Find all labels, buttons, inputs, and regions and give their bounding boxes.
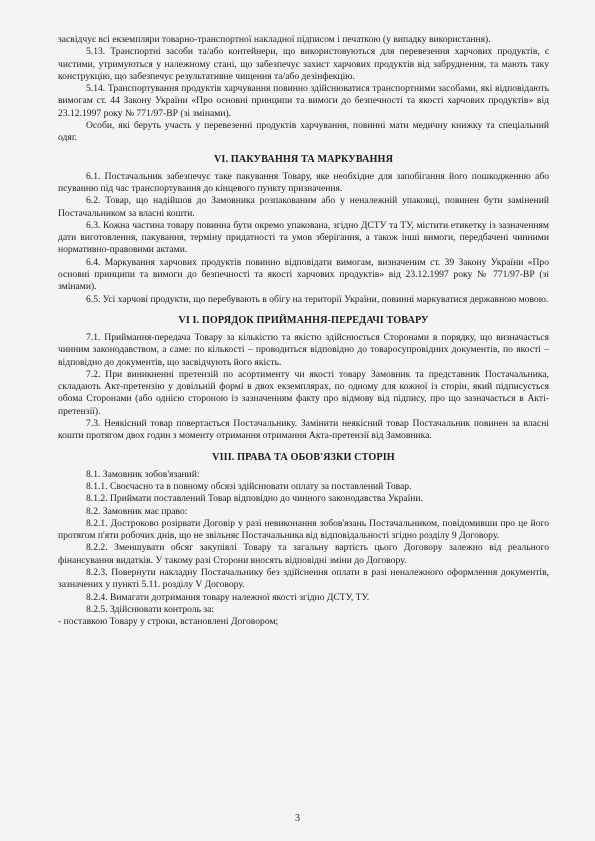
clause-5-13: 5.13. Транспортні засоби та/або контейнери, що використовуються для перевезення харчових продуктів, є чистими, утримуються у належному стані, що забезпечує захист харчових продуктів від забруднення, та мають таку конструкцію, що забезпечує результативне чищення та/або дезінфекцію. [58,46,549,82]
section-heading-6: VI. ПАКУВАННЯ ТА МАРКУВАННЯ [213,153,394,165]
clause-7-1: 7.1. Приймання-передача Товару за кількістю та якістю здійснюється Сторонами в порядку, що визначається чинним законодавством, а саме: по кількості – проводиться відповідно до товаросупровідних документів, по якості – відповідно до документів, що засвідчують його якість. [58,331,549,368]
clause-6-4: 6.4. Маркування харчових продуктів повинно відповідати вимогам, визначеним ст. 39 Закону України «Про основні принципи та вимоги до безпечності та якості харчових продуктів» від 23.12.1997 року № 771/97-ВР (зі змінами). [58,256,549,293]
section-heading-8: VIII. ПРАВА ТА ОБОВ'ЯЗКИ СТОРІН [212,451,395,463]
clause-6-3: 6.3. Кожна частина товару повинна бути окремо упакована, згідно ДСТУ та ТУ, містити етикетку із зазначенням дати виготовлення, пакування, терміну придатності та умов зберігання, а також інші вимоги, передбачені чинними нормативно-правовими актами. [58,219,549,256]
clause-8-2-5: 8.2.5. Здійснювати контроль за: [86,603,215,615]
clause-persons: Особи, які беруть участь у перевезенні продуктів харчування, повинні мати медичну книжку та спеціальний одяг. [58,120,549,144]
clause-8-2-4: 8.2.4. Вимагати дотримання товару належної якості згідно ДСТУ, ТУ. [86,591,370,603]
clause-8-1-2: 8.1.2. Приймати поставлений Товар відповідно до чинного законодавства України. [86,493,423,505]
clause-7-2: 7.2. При виникненні претензій по асортименту чи якості товару Замовник та представник Постачальника, складають Акт-претензію у довільній формі в двох екземплярах, по одному для кожної із сторін, який підписується обома Сторонами (або однією стороною із зазначенням факту про відмову від підпису, про що зазначається в Акті-претензії). [58,368,549,417]
clause-8-2-3: 8.2.3. Повернути накладну Постачальнику без здійснення оплати в разі неналежного оформлення документів, зазначених у пункті 5.11. розділу V Договору. [58,566,549,591]
section-heading-7: VI І. ПОРЯДОК ПРИЙМАННЯ-ПЕРЕДАЧІ ТОВАРУ [178,314,429,326]
clause-7-3: 7.3. Неякісний товар повертається Постачальнику. Замінити неякісний товар Постачальник повинен за власні кошти протягом двох годин з моменту отримання отримання Акта-претензії від Замовника. [58,418,549,442]
clause-6-2: 6.2. Товар, що надійшов до Замовника розпакованим або у неналежній упаковці, повинен бути замінений Постачальником за власні кошти. [58,195,549,219]
paragraph-continuation: засвідчує всі екземпляри товарно-транспортної накладної підписом і печаткою (у випадку використання). [58,34,491,45]
clause-8-2-2: 8.2.2. Зменшувати обсяг закупівлі Товару та загальну вартість цього Договору залежно від реального фінансування видатків. У такому разі Сторони вносять відповідні зміни до Договору. [58,542,549,566]
clause-5-14: 5.14. Транспортування продуктів харчування повинно здійснюватися транспортними засобами, які відповідають вимогам ст. 44 Закону України «Про основні принципи та вимоги до безпечності та якості харчових продуктів» від 23.12.1997 року № 771/97-ВР (зі змінами). [58,83,549,119]
clause-6-1: 6.1. Постачальник забезпечує таке пакування Товару, яке необхідне для запобігання його пошкодженню або псуванню під час транспортування до кінцевого пункту призначення. [58,170,549,194]
page-number: 3 [295,813,300,824]
clause-8-1: 8.1. Замовник зобов'язаний: [86,468,200,480]
clause-8-1-1: 8.1.1. Своєчасно та в повному обсязі здійснювати оплату за поставлений Товар. [86,480,412,492]
list-item-delivery-terms: - поставкою Товару у строки, встановлені Договором; [58,616,279,628]
clause-8-2-1: 8.2.1. Достроково розірвати Договір у разі невиконання зобов'язань Постачальником, повідомивши про це його протягом п'яти робочих днів, що не звільняє Постачальника від відповідальності згідно розділу 9 Договору. [58,517,549,542]
clause-6-5: 6.5. Усі харчові продукти, що перебувають в обігу на території України, повинні маркуватися державною мовою. [86,293,549,305]
clause-8-2: 8.2. Замовник має право: [86,505,188,517]
